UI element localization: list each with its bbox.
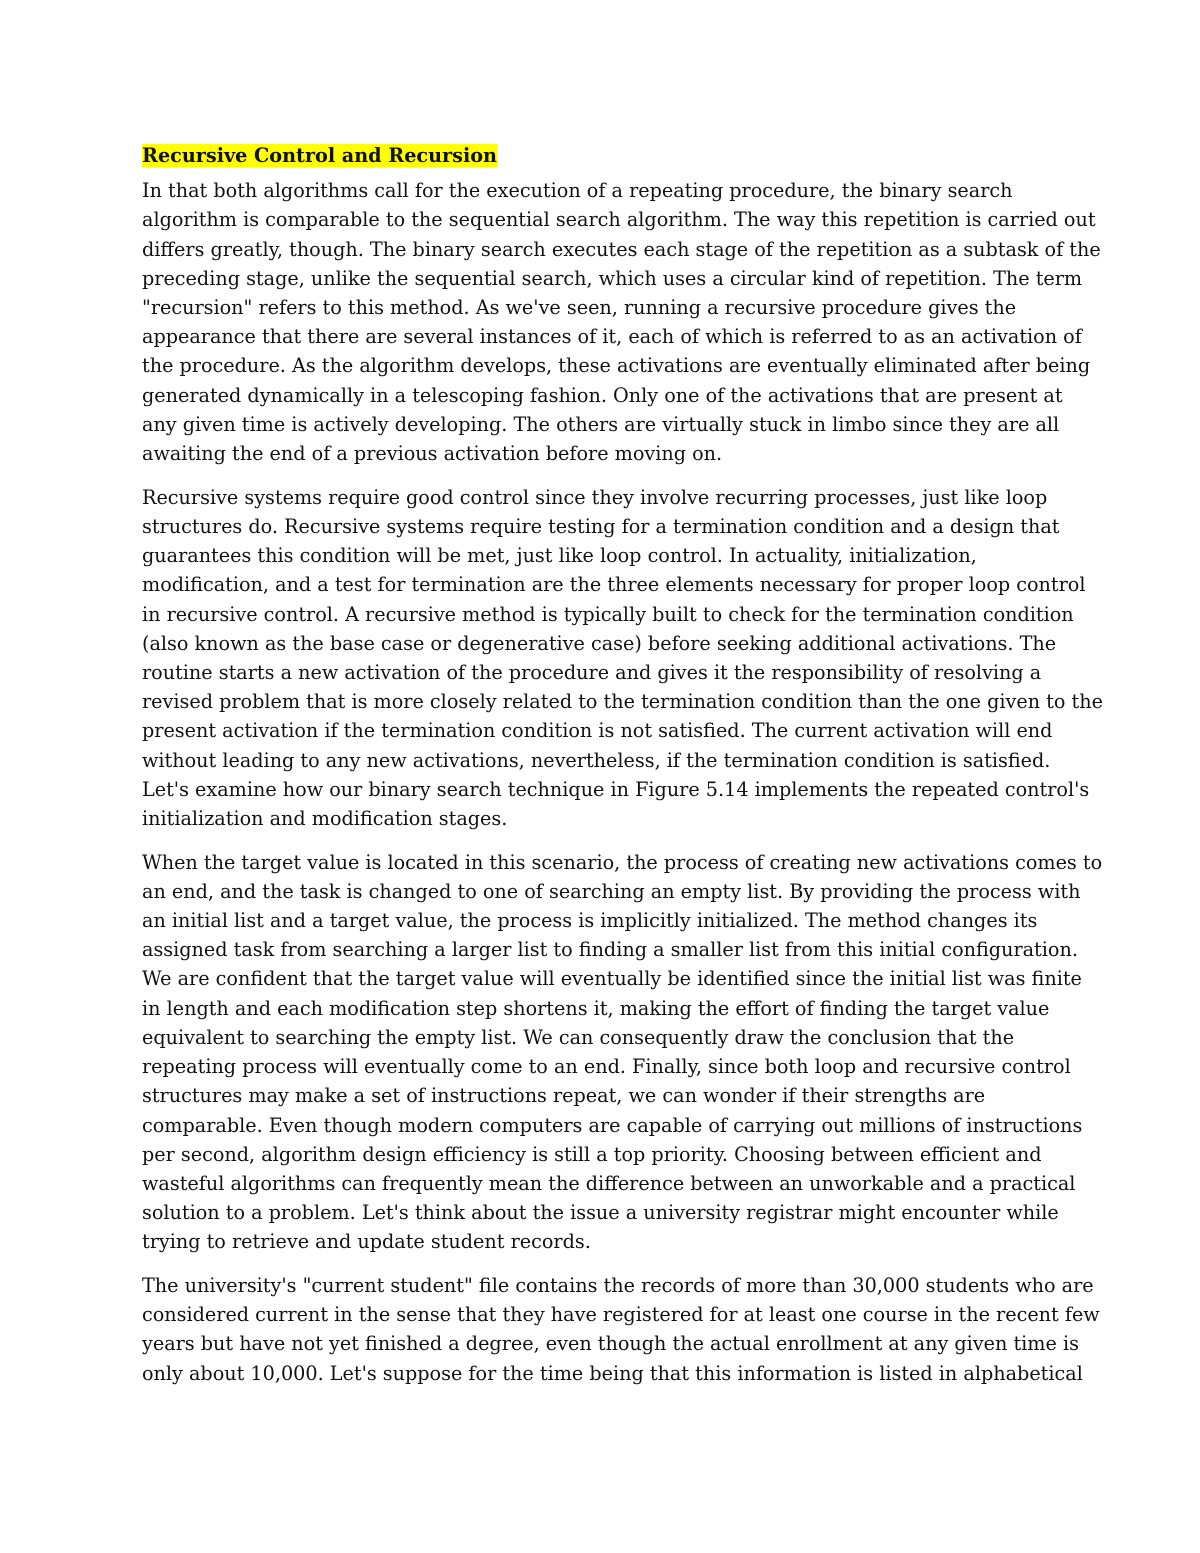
document-body <box>142 176 1103 1388</box>
text-line: generated dynamically in a telescoping fashion. Only one of the activations that are present at <box>142 383 1063 407</box>
body-paragraph <box>142 483 1103 833</box>
text-line: comparable. Even though modern computers are capable of carrying out millions of instructions <box>142 1113 1083 1137</box>
text-line: the procedure. As the algorithm develops, these activations are eventually eliminated after being <box>142 354 1091 378</box>
text-line: solution to a problem. Let's think about the issue a university registrar might encounter while <box>142 1201 1059 1225</box>
text-line: appearance that there are several instances of it, each of which is referred to as an activation of <box>142 325 1082 349</box>
text-line: per second, algorithm design efficiency is still a top priority. Choosing between efficient and <box>142 1142 1042 1166</box>
text-line: "recursion" refers to this method. As we've seen, running a recursive procedure gives the <box>142 296 1017 320</box>
text-line: preceding stage, unlike the sequential search, which uses a circular kind of repetition. The term <box>142 266 1083 290</box>
text-line: (also known as the base case or degenerative case) before seeking additional activations. The <box>142 631 1057 655</box>
text-line: routine starts a new activation of the procedure and gives it the responsibility of resolving a <box>142 660 1042 684</box>
text-line: assigned task from searching a larger list to finding a smaller list from this initial configuration. <box>142 938 1078 962</box>
document-title: Recursive Control and Recursion <box>142 144 497 167</box>
body-paragraph <box>142 1271 1100 1388</box>
text-line: an initial list and a target value, the process is implicitly initialized. The method changes its <box>142 909 1038 933</box>
text-line: Let's examine how our binary search technique in Figure 5.14 implements the repeated control's <box>142 777 1090 801</box>
text-line: repeating process will eventually come to an end. Finally, since both loop and recursive control <box>142 1055 1071 1079</box>
text-line: Recursive systems require good control since they involve recurring processes, just like loop <box>142 485 1048 509</box>
text-line: initialization and modification stages. <box>142 806 508 830</box>
text-line: only about 10,000. Let's suppose for the time being that this information is listed in alphabetical <box>142 1361 1083 1385</box>
text-line: considered current in the sense that they have registered for at least one course in the recent few <box>142 1303 1100 1327</box>
text-line: without leading to any new activations, nevertheless, if the termination condition is satisfied. <box>142 748 1051 772</box>
text-line: guarantees this condition will be met, just like loop control. In actuality, initialization, <box>142 544 977 568</box>
body-paragraph <box>142 848 1103 1257</box>
text-line: algorithm is comparable to the sequential search algorithm. The way this repetition is carried out <box>142 208 1096 232</box>
text-line: any given time is actively developing. The others are virtually stuck in limbo since they are all <box>142 412 1060 436</box>
text-line: in recursive control. A recursive method is typically built to check for the termination condition <box>142 602 1074 626</box>
body-paragraph <box>142 176 1101 468</box>
text-line: The university's "current student" file contains the records of more than 30,000 students who are <box>142 1274 1094 1298</box>
text-line: revised problem that is more closely related to the termination condition than the one given to the <box>142 690 1103 714</box>
text-line: years but have not yet finished a degree, even though the actual enrollment at any given time is <box>142 1332 1079 1356</box>
heading-line <box>142 141 1067 170</box>
document-page <box>142 141 1103 1402</box>
text-line: present activation if the termination condition is not satisfied. The current activation will end <box>142 719 1053 743</box>
text-line: structures may make a set of instructions repeat, we can wonder if their strengths are <box>142 1084 986 1108</box>
text-line: We are confident that the target value will eventually be identified since the initial list was finite <box>142 967 1082 991</box>
text-line: differs greatly, though. The binary search executes each stage of the repetition as a subtask of the <box>142 237 1101 261</box>
text-line: structures do. Recursive systems require testing for a termination condition and a design that <box>142 514 1060 538</box>
text-line: When the target value is located in this scenario, the process of creating new activations comes to <box>142 850 1103 874</box>
text-line: In that both algorithms call for the execution of a repeating procedure, the binary search <box>142 179 1013 203</box>
text-line: awaiting the end of a previous activation before moving on. <box>142 442 723 466</box>
text-line: modification, and a test for termination are the three elements necessary for proper loop control <box>142 573 1086 597</box>
text-line: wasteful algorithms can frequently mean the difference between an unworkable and a practical <box>142 1171 1076 1195</box>
text-line: in length and each modification step shortens it, making the effort of finding the target value <box>142 996 1050 1020</box>
text-line: equivalent to searching the empty list. We can consequently draw the conclusion that the <box>142 1025 1015 1049</box>
text-line: an end, and the task is changed to one of searching an empty list. By providing the process with <box>142 879 1081 903</box>
text-line: trying to retrieve and update student records. <box>142 1230 591 1254</box>
